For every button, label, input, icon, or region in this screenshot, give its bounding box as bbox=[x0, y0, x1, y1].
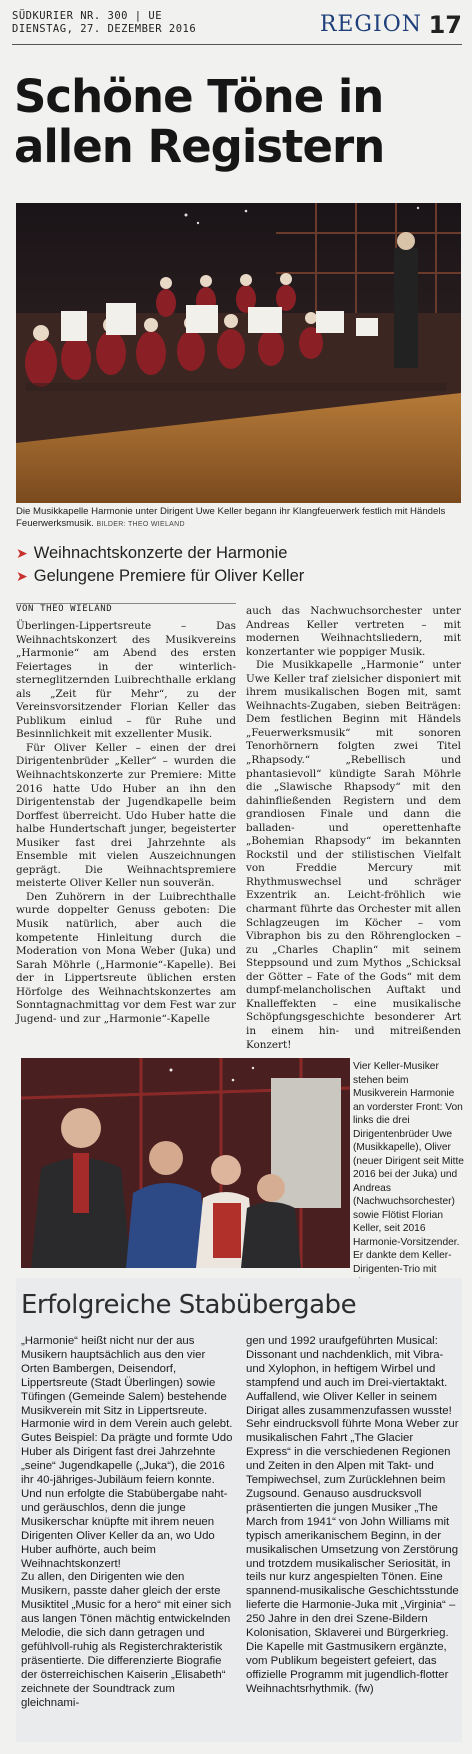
paragraph: Für Oliver Keller – einen der drei Dirigentenbrüder „Keller“ – wurden die Weihnachtskonzerte zur Premiere: Mitte 2016 hatte Udo Huber an ihn den Dirigentenstab der Jugendkapelle beim Dorffest überreicht. Udo Huber hatte die halbe Hundertschaft junger, begeisterter Musiker fast drei Jahrzehnte als Ensemble mit vielen Auszeichnungen geprägt. Die Weihnachtspremiere meisterte Oliver Keller nun souverän. bbox=[16, 741, 236, 890]
musicians-image bbox=[21, 1058, 350, 1268]
page-number: 17 bbox=[428, 11, 462, 39]
orchestra-image bbox=[16, 203, 461, 503]
keller-musicians-photo bbox=[21, 1058, 350, 1268]
photo1-caption bbox=[16, 506, 464, 531]
paragraph: auch das Nachwuchsorchester unter Andreas Keller vertreten – mit modernen Weihnachtsliedern, mit konzertanter wie poppiger Musik. bbox=[246, 605, 461, 658]
paragraph: Die Kapelle mit Gastmusikern ergänzte, vom Publikum begeistert gefeiert, das offizielle Programm mit jugendlich-flotter Weihnachtsrhythmik. (fw) bbox=[246, 1640, 449, 1695]
section-title: REGION bbox=[319, 12, 422, 37]
sidebar-column-1 bbox=[21, 1335, 235, 1710]
teaser-text: Gelungene Premiere für Oliver Keller bbox=[33, 567, 305, 585]
article-headline bbox=[14, 72, 464, 172]
paper-issue: SÜDKURIER NR. 300 | UE bbox=[12, 10, 163, 22]
issue-date: DIENSTAG, 27. DEZEMBER 2016 bbox=[12, 23, 197, 35]
photo-credit: BILDER: THEO WIELAND bbox=[96, 521, 185, 528]
masthead-info bbox=[12, 10, 196, 36]
sidebar-column-2 bbox=[246, 1335, 460, 1697]
sidebar-headline: Erfolgreiche Stabübergabe bbox=[21, 1290, 357, 1320]
teaser-item bbox=[16, 565, 464, 588]
paragraph: Zu allen, den Dirigenten wie den Musikern, passte daher gleich der erste Musiktitel „Music for a hero“ mit einer sich aus langen Tönen mächtig entwickelnden Melodie, die sich dann getragen und gefühlvoll-ruhig als Registerchrakteristik präsentierte. Die differenzierte Biografie der österreichischen Kaiserin „Elisabeth“ zeichnete der Soundtrack zum gleichnami- bbox=[21, 1571, 232, 1709]
triangle-bullet-icon: ➤ bbox=[16, 568, 28, 584]
headline-line-2: allen Registern bbox=[14, 120, 385, 173]
photo2-caption: Vier Keller-Musiker stehen beim Musikverein Harmonie an vorderster Front: Von links die drei Dirigentenbrüder Uwe (Musikkapelle), Oliver (neuer Dirigent seit Mitte 2016 bei der Juka) und Andreas (Nachwuchsorchester) sowie Flötist Florian Keller, seit 2016 Harmonie-Vorsitzender. Er dankte dem Keller-Dirigenten-Trio mit bbox=[353, 1061, 464, 1275]
teaser-text: Weihnachtskonzerte der Harmonie bbox=[33, 544, 288, 562]
paragraph: Überlingen-Lippertsreute – Das Weihnachtskonzert des Musikvereins „Harmonie“ am Abend des ersten Feiertages in der winterlich-sterneglitzernden Luibrechthalle erklang als „Zeit für Mehr“, zu der Vereinsvorsitzender Florian Keller das Publikum einlud – für Ruhe und Besinnlichkeit mit exzellenter Musik. bbox=[16, 620, 236, 741]
article-column-1 bbox=[16, 620, 236, 1026]
headline-line-1: Schöne Töne in bbox=[14, 70, 384, 123]
byline: VON THEO WIELAND bbox=[16, 604, 113, 614]
teaser-item bbox=[16, 542, 464, 565]
photo1-caption-text: Die Musikkapelle Harmonie unter Dirigent Uwe Keller begann ihr Klangfeuerwerk festlich mit Händels Feuerwerksmusik. bbox=[16, 506, 446, 529]
teaser-list bbox=[16, 542, 464, 588]
triangle-bullet-icon: ➤ bbox=[16, 545, 28, 561]
masthead bbox=[12, 10, 462, 45]
orchestra-photo bbox=[16, 203, 461, 503]
article-column-2 bbox=[246, 605, 461, 1052]
paragraph: Die Musikkapelle „Harmonie“ unter Uwe Keller traf zielsicher disponiert mit ihrem musikalischen Bogen mit, samt Weihnachts-Zugaben, sieben Beiträgen: Dem festlichen Beginn mit Händels „Feuerwerksmusik“ mit sonoren Tenorhörnern folgten zwei Titel „Rhapsody.“ „Rebellisch und phantasievoll“ kündigte Sarah Möhrle die „Slawische Rhapsody“ mit den dahinfließenden Registern und dem grandiosen Finale und dann die balladen- und operettenhafte „Bohemian Rhapsody“ im bekannten Rockstil und der stilistischen Vielfalt von Freddie Mercury mit Rhythmuswechsel und schräger Exzentrik an. Leicht-fröhlich wie charmant führte das Orchester mit allen Schlagzeugen im Köcher – vom Vibraphon bis zu den Röhrenglocken – zu „Charles Chaplin“ mit seinem Steppsound und zum Mythos „Schicksal der Götter – Fate of the Gods“ mit dem dumpf-melancholischen Auftakt und Knalleffekten – eine musikalische Schöpfungsgeschichte besonderer Art in einem hin- und mitreißenden Konzert! bbox=[246, 659, 461, 1051]
paragraph: gen und 1992 uraufgeführten Musical: Dissonant und nachdenklich, mit Vibra- und Xylophon, in heftigem Wirbel und stampfend und auch im Drei-viertaktakt. Auffallend, wie Oliver Keller in seinem Dirigat alles zusammenzufassen wusste! Sehr eindrucksvoll führte Mona Weber zur musikalischen Fahrt „The Glacier Express“ in die verschiedenen Regionen und Zeiten in den Alpen mit Takt- und Tempiwechsel, zum Zurücklehnen beim Zugsound. Genauso ausdrucksvoll präsentierten die jungen Musiker „The March from 1941“ von John Williams mit typisch amerikanischem Beginn, in der musikalischen Umsetzung von Zerstörung und trotzdem musikalischer Seriosität, in teils nur kurz angespielten Tönen. Eine spannend-musikalische Geschichtsstunde lieferte die Harmonie-Juka mit „Virginia“ – 250 Jahre in den drei Szene-Bildern Kolonisation, Sklaverei und Bürgerkrieg. bbox=[246, 1335, 459, 1640]
paragraph: „Harmonie“ heißt nicht nur der aus Musikern hauptsächlich aus den vier Orten Bambergen, Deisendorf, Lippertsreute (Stadt Überlingen) sowie Tüfingen (Gemeinde Salem) bestehende Musikverein mit Sitz in Lippertsreute. Harmonie wird in dem Verein auch gelebt. Gutes Beispiel: Da prägte und formte Udo Huber als Dirigent fast drei Jahrzehnte „seine“ Jugendkapelle („Juka“), die 2016 ihr 40-jähriges-Jubiläum feiern konnte. Und nun erfolgte die Stabübergabe naht- und geräuschlos, denn die junge Musikerschar knüpfte mit ihrem neuen Dirigenten Oliver Keller da an, wo Udo Huber aufhörte, auch beim Weihnachtskonzert! bbox=[21, 1335, 233, 1570]
paragraph: Den Zuhörern in der Luibrechthalle wurde doppelter Genuss geboten: Die Musik natürlich, aber auch die kompetente Hinleitung durch die Moderation von Mona Weber (Juka) und Sarah Möhrle („Harmonie“-Kapelle). Bei der in Lippertsreute üblichen ersten Hörfolge des Weihnachtskonzertes am Sonntagnachmittag vor dem Fest war zur Jugend- und zur „Harmonie“-Kapelle bbox=[16, 890, 236, 1025]
